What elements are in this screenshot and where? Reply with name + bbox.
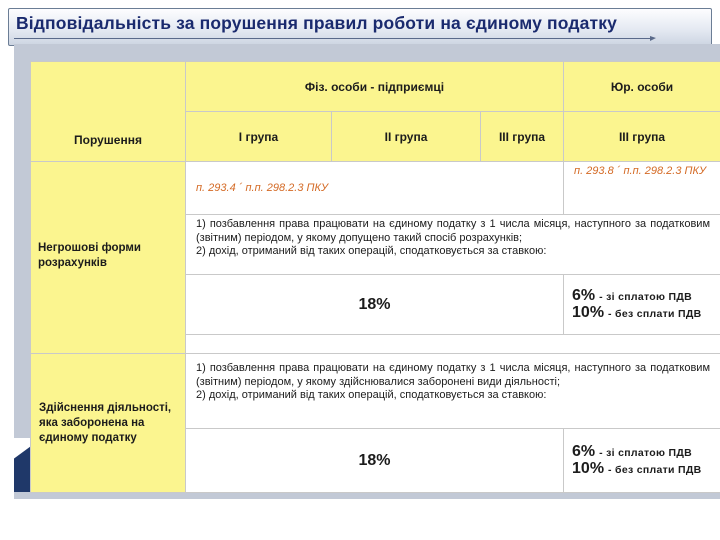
slide-title: Відповідальність за порушення правил роботи на єдиному податку	[16, 13, 617, 33]
vat-rate-with-vat: 6%	[572, 442, 596, 460]
vat-label-without-vat: - без сплати ПДВ	[608, 307, 702, 320]
reference-individuals-text: п. 293.4 ´ п.п. 298.2.3 ПКУ	[196, 182, 328, 194]
vat-rate-without-vat: 10%	[572, 303, 605, 321]
liability-table-wrapper	[30, 61, 720, 493]
header-group-2: II група	[332, 112, 481, 162]
reference-legal: п. 293.8 ´ п.п. 298.2.3 ПКУ	[564, 162, 720, 215]
sanction-cell	[186, 354, 720, 429]
sanction-item: 2) дохід, отриманий від таких операцій, сподатковується за ставкою:	[196, 245, 547, 257]
vat-label-with-vat: - зі сплатою ПДВ	[599, 446, 693, 459]
vat-label-without-vat: - без сплати ПДВ	[608, 463, 702, 476]
vat-rate-cell	[564, 429, 720, 493]
violation-cell: Здійснення діяльності, яка заборонена на єдиному податку	[31, 354, 186, 493]
reference-individuals	[186, 162, 564, 215]
sanction-cell	[186, 215, 720, 275]
vat-rate-cell	[564, 275, 720, 335]
title-underline	[14, 38, 654, 39]
header-group-3-legal: III група	[564, 112, 720, 162]
header-group-1: I група	[186, 112, 332, 162]
header-legal-entities: Юр. особи	[564, 62, 720, 112]
rate-cell: 18%	[186, 275, 564, 335]
violation-label: Негрошові форми розрахунків	[38, 242, 141, 269]
header-group-3-individuals: III група	[481, 112, 564, 162]
vat-rate-with-vat: 6%	[572, 286, 596, 304]
liability-table	[30, 61, 720, 493]
sanction-item: 1) позбавлення права працювати на єдиному податку з 1 числа місяця, наступного за податковим (звітним) періодом, у якому допущено такий спосіб розрахунків;	[196, 218, 711, 244]
rate-cell: 18%	[186, 429, 564, 493]
header-individuals: Фіз. особи - підприємці	[186, 62, 564, 112]
vat-label-with-vat: - зі сплатою ПДВ	[599, 290, 693, 303]
sanction-item: 2) дохід, отриманий від таких операцій, сподатковується за ставкою:	[196, 389, 547, 401]
vat-rate-without-vat: 10%	[572, 459, 605, 477]
header-violation: Порушення	[31, 62, 186, 162]
sanction-item: 1) позбавлення права працювати на єдиному податку з 1 числа місяця, наступного за податковим (звітним) періодом, у якому здійснювалися заборонені види діяльності;	[196, 362, 711, 388]
